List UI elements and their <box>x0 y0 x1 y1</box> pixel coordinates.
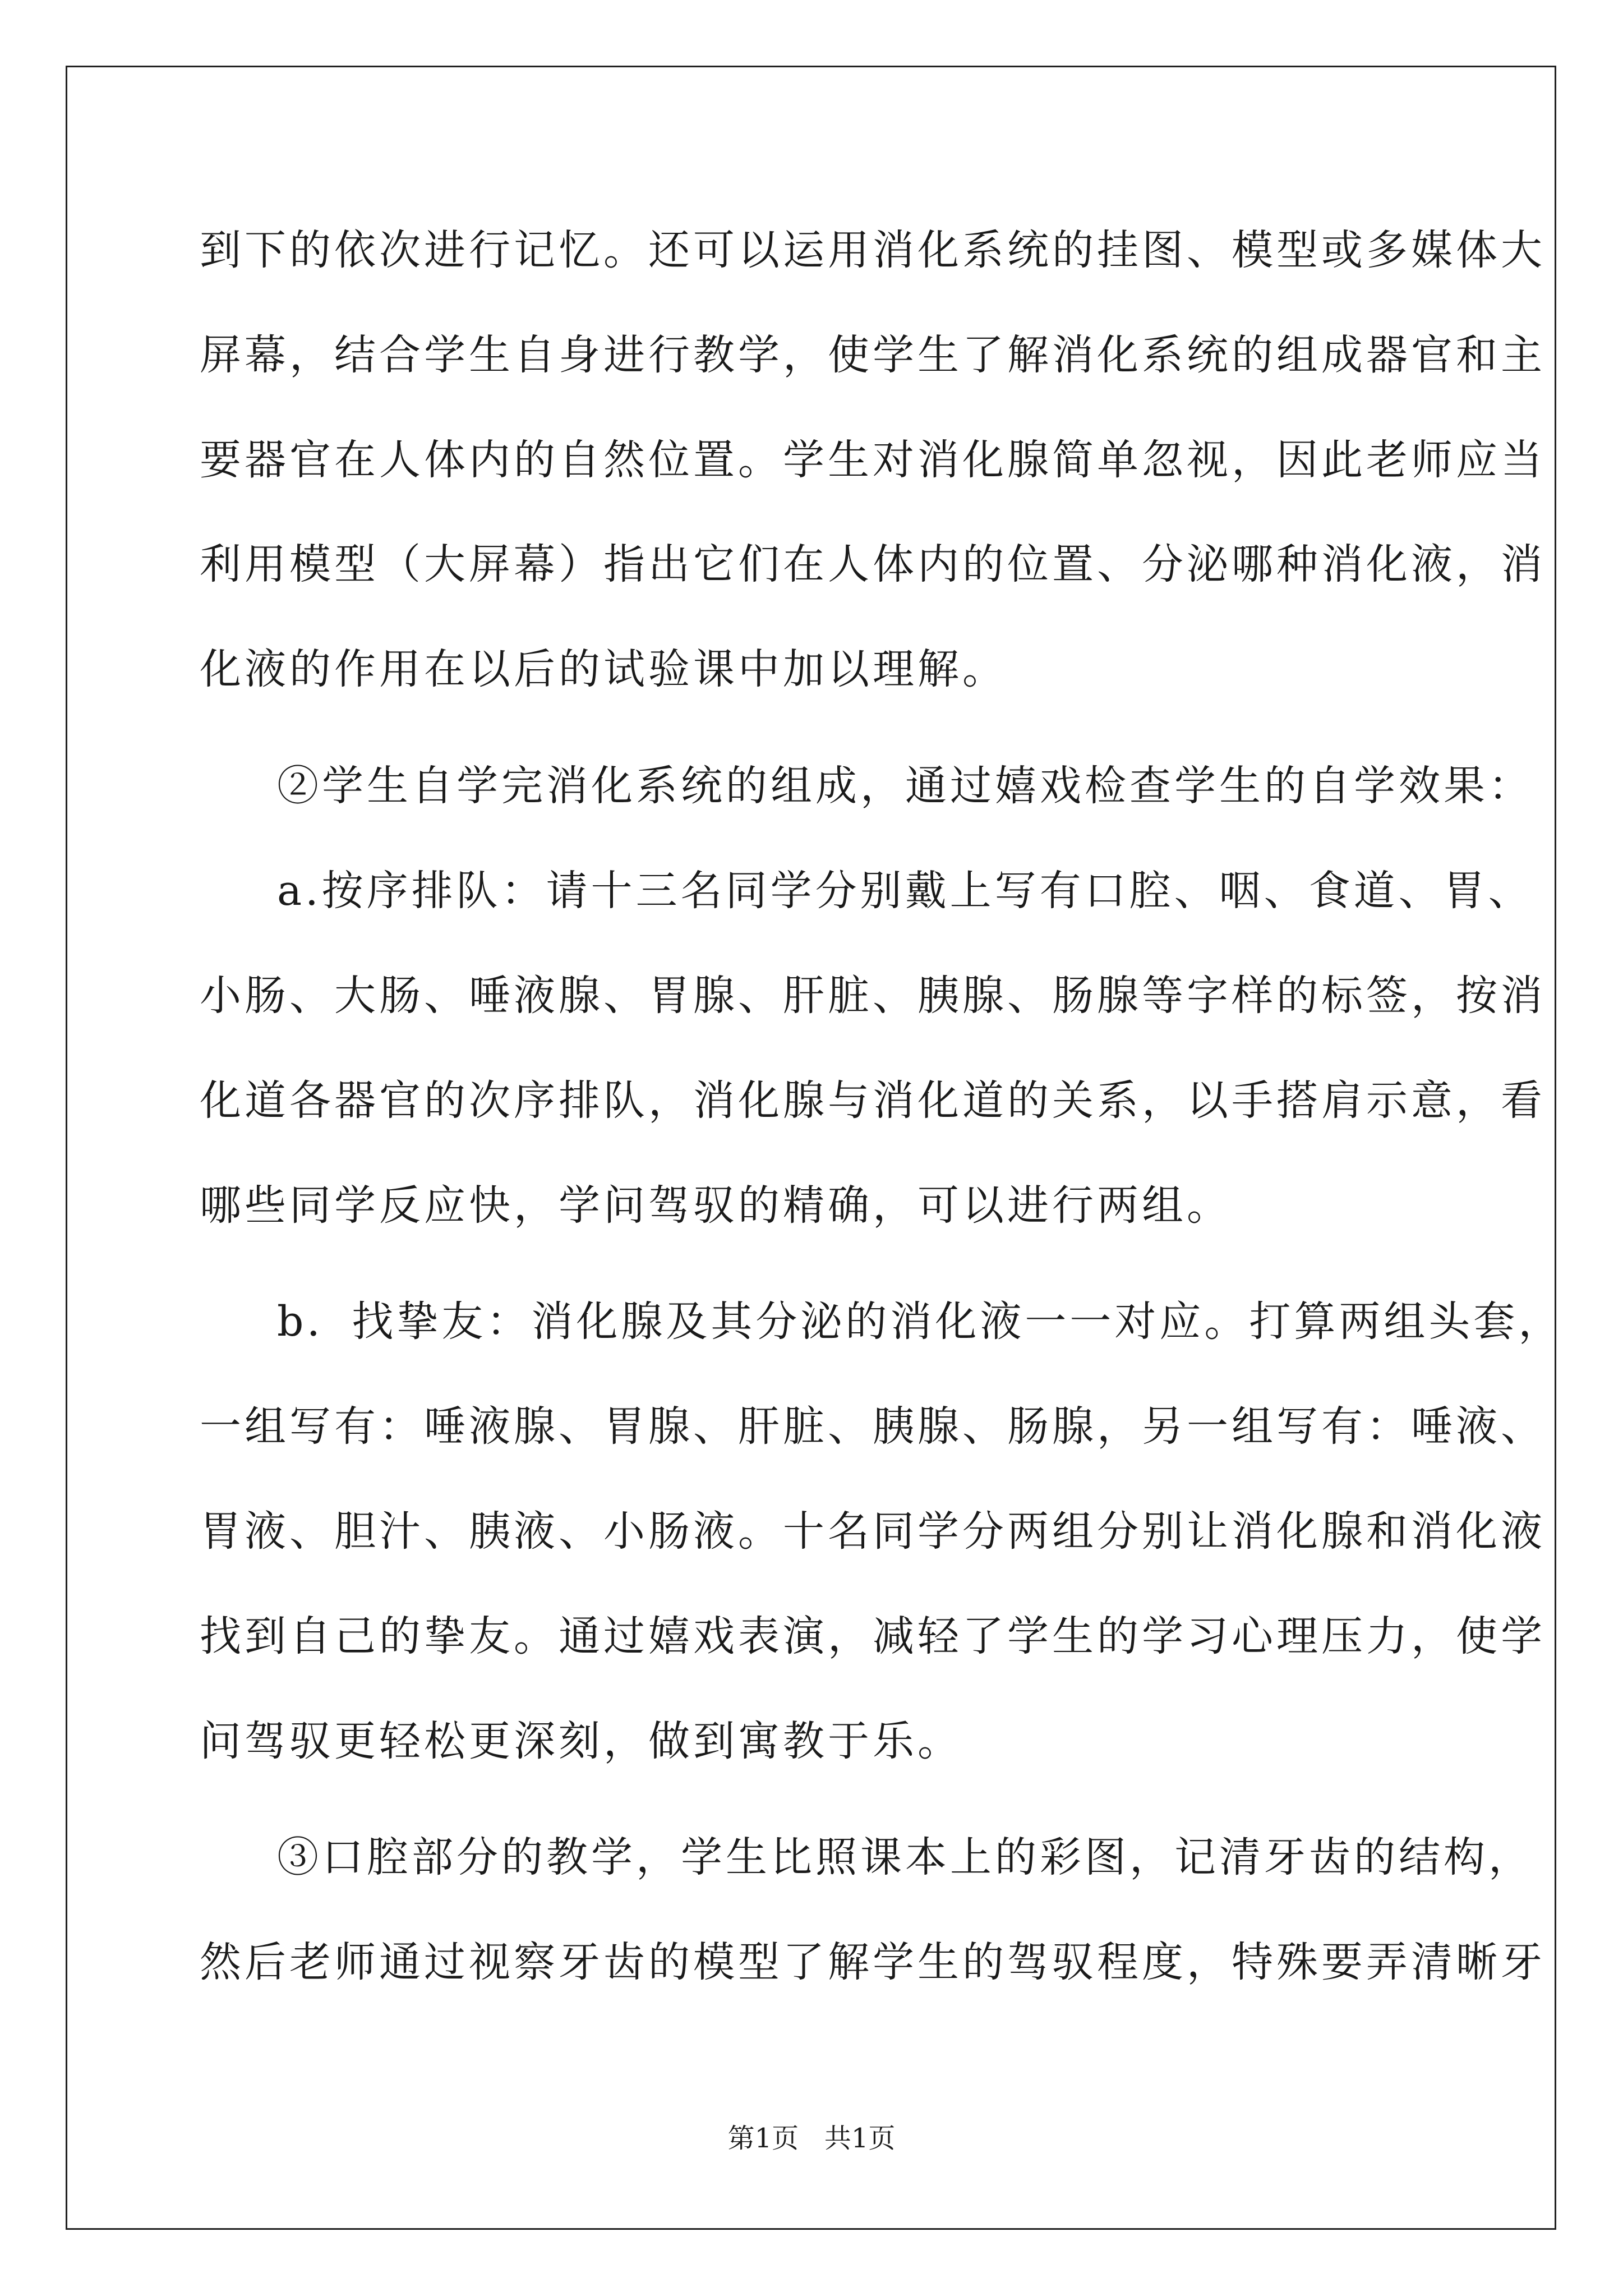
page-footer: 第1页 共1页 <box>727 2123 896 2154</box>
body-text-line: 要器官在人体内的自然位置。学生对消化腺简单忽视，因此老师应当 <box>200 436 1546 484</box>
body-text-line: 哪些同学反应快，学问驾驭的精确，可以进行两组。 <box>200 1181 1232 1230</box>
page-border <box>66 66 1556 2230</box>
body-text-line: 屏幕，结合学生自身进行教学，使学生了解消化系统的组成器官和主 <box>200 331 1546 379</box>
body-text-line: 找到自己的挚友。通过嬉戏表演，减轻了学生的学习心理压力，使学 <box>200 1612 1546 1660</box>
body-text-line: 然后老师通过视察牙齿的模型了解学生的驾驭程度，特殊要弄清晰牙 <box>200 1938 1546 1986</box>
body-text-line: 化液的作用在以后的试验课中加以理解。 <box>200 645 1007 693</box>
body-text-line: 胃液、胆汁、胰液、小肠液。十名同学分两组分别让消化腺和消化液 <box>200 1507 1546 1556</box>
body-text-line: 到下的依次进行记忆。还可以运用消化系统的挂图、模型或多媒体大 <box>200 226 1546 274</box>
body-text-line: ③口腔部分的教学，学生比照课本上的彩图，记清牙齿的结构， <box>277 1833 1533 1881</box>
body-text-line: 一组写有：唾液腺、胃腺、肝脏、胰腺、肠腺，另一组写有：唾液、 <box>200 1402 1546 1451</box>
body-text-line: 利用模型（大屏幕）指出它们在人体内的位置、分泌哪种消化液，消 <box>200 540 1546 588</box>
body-text-line: a.按序排队：请十三名同学分别戴上写有口腔、咽、食道、胃、 <box>277 867 1533 915</box>
body-text-line: 化道各器官的次序排队，消化腺与消化道的关系，以手搭肩示意，看 <box>200 1076 1546 1125</box>
body-text-line: b．找挚友：消化腺及其分泌的消化液一一对应。打算两组头套， <box>277 1297 1564 1346</box>
body-text-line: 小肠、大肠、唾液腺、胃腺、肝脏、胰腺、肠腺等字样的标签，按消 <box>200 972 1546 1020</box>
body-text-line: 问驾驭更轻松更深刻，做到寓教于乐。 <box>200 1717 962 1765</box>
body-text-line: ②学生自学完消化系统的组成，通过嬉戏检查学生的自学效果： <box>277 762 1533 810</box>
